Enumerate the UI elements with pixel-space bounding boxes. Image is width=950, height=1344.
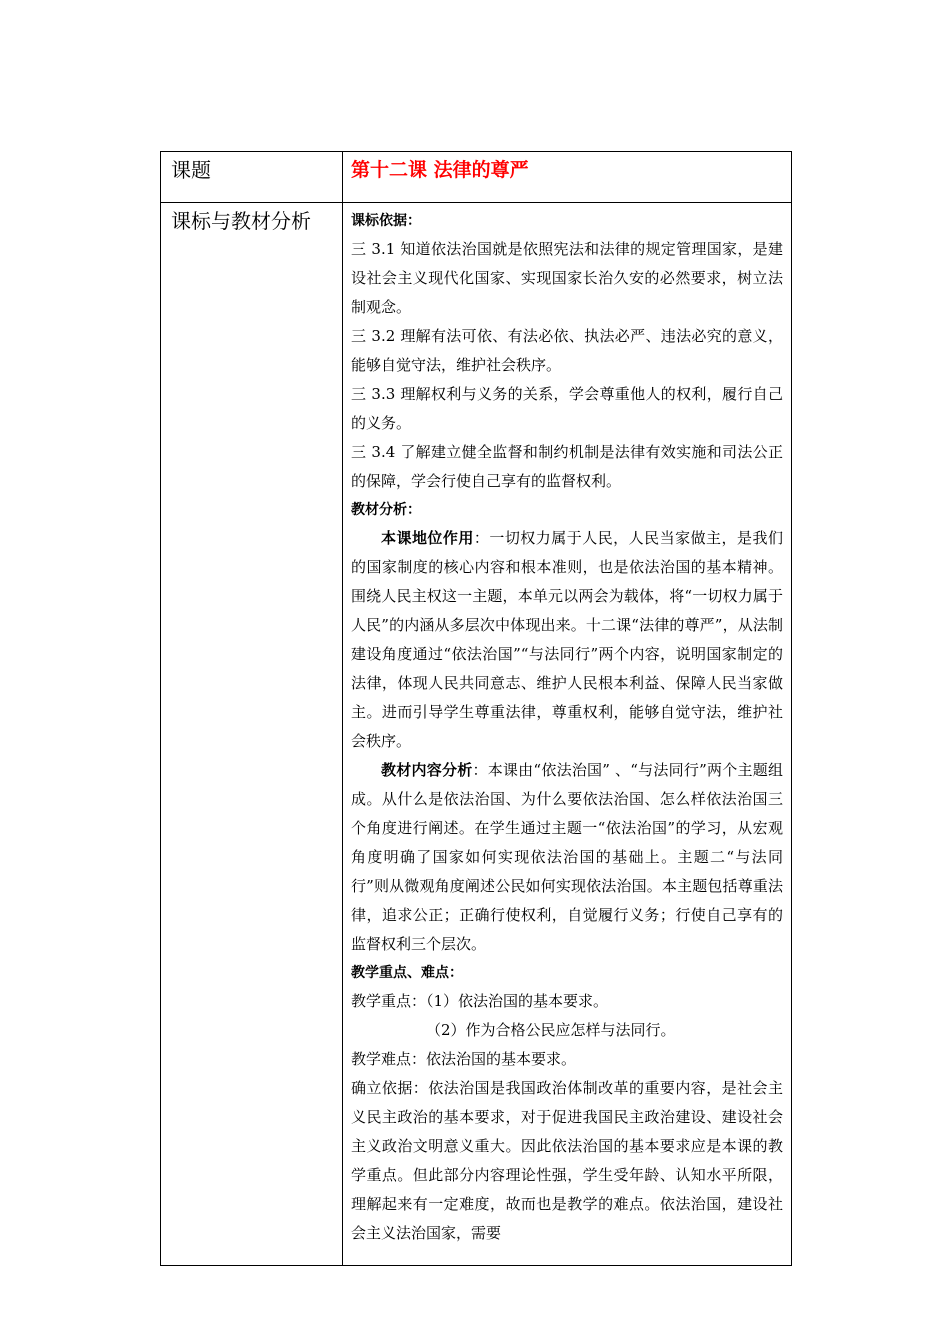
topic-title-cell [343, 152, 792, 203]
difficulty-point: 教学难点：依法治国的基本要求。 [351, 1050, 577, 1068]
row-analysis [161, 203, 792, 1266]
position-paragraph [351, 524, 783, 756]
content-lead: 教材内容分析 [381, 761, 473, 779]
position-lead: 本课地位作用 [381, 529, 474, 547]
topic-label: 课题 [171, 158, 211, 182]
standards-heading: 课标依据： [351, 213, 421, 229]
key-point-2: （2）作为合格公民应怎样与法同行。 [426, 1021, 676, 1039]
row-topic [161, 152, 792, 203]
lesson-title: 第十二课 法律的尊严 [351, 159, 529, 181]
keypoints-heading: 教学重点、难点： [351, 965, 463, 981]
standard-item: 三 3.3 理解权利与义务的关系，学会尊重他人的权利，履行自己的义务。 [351, 385, 783, 432]
standard-item: 三 3.1 知道依法治国就是依照宪法和法律的规定管理国家，是建设社会主义现代化国家、实现国家长治久安的必然要求，树立法制观念。 [351, 240, 783, 316]
analysis-label-cell [161, 203, 343, 1266]
lesson-plan-table [160, 151, 792, 1266]
standard-item: 三 3.4 了解建立健全监督和制约机制是法律有效实施和司法公正的保障，学会行使自己享有的监督权利。 [351, 443, 783, 490]
content-paragraph [351, 756, 783, 959]
standard-item: 三 3.2 理解有法可依、有法必依、执法必严、违法必究的意义，能够自觉守法，维护社会秩序。 [351, 327, 783, 374]
basis-paragraph: 确立依据：依法治国是我国政治体制改革的重要内容，是社会主义民主政治的基本要求，对于促进我国民主政治建设、建设社会主义政治文明意义重大。因此依法治国的基本要求应是本课的教学重点。但此部分内容理论性强，学生受年龄、认知水平所限，理解起来有一定难度，故而也是教学的难点。依法治国，建设社会主义法治国家，需要 [351, 1079, 783, 1242]
analysis-body [343, 203, 791, 1265]
analysis-content-cell [343, 203, 792, 1266]
position-text: ：一切权力属于人民，人民当家做主，是我们的国家制度的核心内容和根本准则，也是依法治国的基本精神。围绕人民主权这一主题，本单元以两会为载体，将“一切权力属于人民”的内涵从多层次中体现出来。十二课“法律的尊严”，从法制建设角度通过“依法治国”“与法同行”两个内容，说明国家制定的法律，体现人民共同意志、维护人民根本利益、保障人民当家做主。进而引导学生尊重法律，尊重权利，能够自觉守法，维护社会秩序。 [351, 529, 783, 750]
topic-label-cell [161, 152, 343, 203]
analysis-heading: 教材分析： [351, 502, 421, 518]
key-point-1: 教学重点：（1）依法治国的基本要求。 [351, 992, 609, 1010]
analysis-label: 课标与教材分析 [171, 209, 311, 233]
content-text: ：本课由“依法治国” 、“与法同行”两个主题组成。从什么是依法治国、为什么要依法治国、怎么样依法治国三个角度进行阐述。在学生通过主题一“依法治国”的学习，从宏观角度明确了国家如何实现依法治国的基础上。主题二“与法同行”则从微观角度阐述公民如何实现依法治国。本主题包括尊重法律，追求公正；正确行使权利，自觉履行义务；行使自己享有的监督权利三个层次。 [351, 761, 783, 953]
